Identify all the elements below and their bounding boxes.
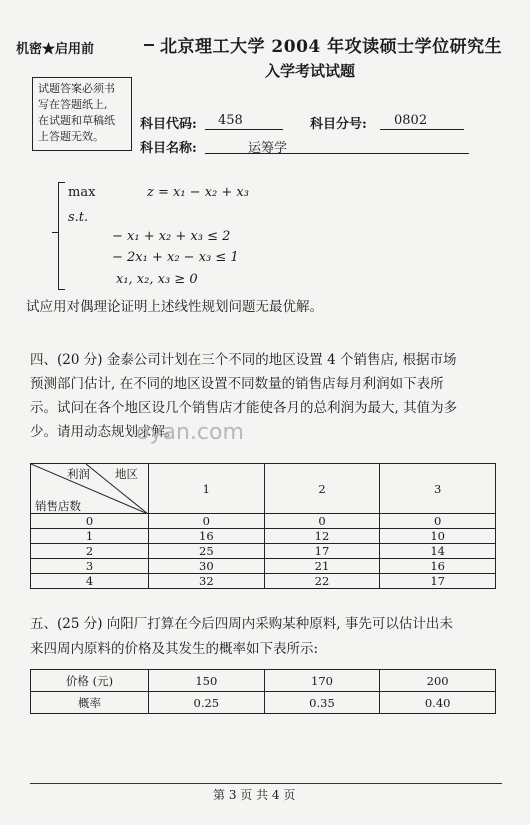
- profit-cell: 14: [380, 544, 496, 559]
- subject-number-label: 科目分号:: [310, 117, 367, 132]
- profit-cell: 32: [149, 574, 265, 589]
- table-row: [31, 529, 496, 544]
- lp-constraint-2: − 2x₁ + x₂ − x₃ ≤ 1: [112, 250, 239, 265]
- q4-line: 示。试问在各个地区设几个销售店才能使各月的总利润为最大, 其值为多: [30, 400, 458, 416]
- probability-row: [31, 692, 496, 714]
- stores-cell: 0: [31, 514, 149, 529]
- profit-cell: 16: [380, 559, 496, 574]
- profit-cell: 16: [149, 529, 265, 544]
- subject-number-value: 0802: [394, 113, 428, 128]
- stores-cell: 4: [31, 574, 149, 589]
- probability-cell: 0.25: [149, 692, 265, 714]
- profit-cell: 0: [264, 514, 380, 529]
- brace-left: [58, 182, 65, 290]
- profit-cell: 0: [149, 514, 265, 529]
- notice-line: 试题答案必须书: [38, 82, 115, 95]
- lp-max: max: [68, 185, 96, 200]
- profit-cell: 22: [264, 574, 380, 589]
- subject-code-label: 科目代码:: [140, 117, 197, 132]
- q4-line: 预测部门估计, 在不同的地区设置不同数量的销售店每月利润如下表所: [30, 376, 444, 392]
- corner-profit-label: 利润: [67, 467, 90, 481]
- exam-title: 北京理工大学 2004 年攻读硕士学位研究生: [160, 37, 503, 57]
- subject-name-underline: [205, 153, 469, 154]
- price-cell: 170: [264, 670, 380, 692]
- profit-cell: 17: [380, 574, 496, 589]
- watermark: oyan.com: [136, 420, 244, 445]
- table-corner-cell: [31, 464, 149, 514]
- footer-rule: [30, 783, 502, 784]
- exam-subtitle: 入学考试试题: [265, 62, 356, 80]
- table-row: [31, 574, 496, 589]
- table-row: [31, 559, 496, 574]
- corner-stores-label: 销售店数: [35, 499, 81, 513]
- subject-code-underline: [205, 129, 283, 130]
- corner-region-label: 地区: [115, 467, 138, 481]
- price-cell: 200: [380, 670, 496, 692]
- subject-number-underline: [380, 129, 464, 130]
- subject-name-label: 科目名称:: [140, 141, 197, 156]
- profit-cell: 0: [380, 514, 496, 529]
- q5-line: 五、(25 分) 向阳厂打算在今后四周内采购某种原料, 事先可以估计出未: [30, 616, 453, 632]
- region-header: 3: [380, 464, 496, 514]
- q5-line: 来四周内原料的价格及其发生的概率如下表所示:: [30, 641, 319, 657]
- page-number: 第 3 页 共 4 页: [213, 788, 296, 802]
- probability-label: 概率: [31, 692, 149, 714]
- lp-objective: z = x₁ − x₂ + x₃: [147, 185, 249, 200]
- stores-cell: 2: [31, 544, 149, 559]
- header-dash: [144, 44, 154, 46]
- price-row: [31, 670, 496, 692]
- lp-constraint-1: − x₁ + x₂ + x₃ ≤ 2: [112, 229, 231, 244]
- profit-cell: 21: [264, 559, 380, 574]
- q4-line: 四、(20 分) 金泰公司计划在三个不同的地区设置 4 个销售店, 根据市场: [30, 352, 457, 368]
- table-row: [31, 544, 496, 559]
- profit-cell: 12: [264, 529, 380, 544]
- price-label: 价格 (元): [31, 670, 149, 692]
- lp-constraint-3: x₁, x₂, x₃ ≥ 0: [116, 272, 198, 287]
- notice-line: 在试题和草稿纸: [38, 114, 115, 127]
- stores-cell: 1: [31, 529, 149, 544]
- profit-table: [30, 463, 496, 589]
- answer-notice-box: [32, 77, 132, 151]
- brace-tick: [52, 232, 58, 233]
- profit-cell: 25: [149, 544, 265, 559]
- profit-cell: 17: [264, 544, 380, 559]
- q4-line: 少。请用动态规划求解。: [30, 424, 179, 440]
- lp-st: s.t.: [68, 210, 89, 225]
- lp-question: 试应用对偶理论证明上述线性规划问题无最优解。: [26, 299, 323, 315]
- price-cell: 150: [149, 670, 265, 692]
- table-row: [31, 514, 496, 529]
- stores-cell: 3: [31, 559, 149, 574]
- region-header: 2: [264, 464, 380, 514]
- probability-cell: 0.40: [380, 692, 496, 714]
- notice-line: 写在答题纸上,: [38, 98, 108, 111]
- notice-line: 上答题无效。: [38, 130, 104, 143]
- price-table: [30, 669, 496, 714]
- profit-cell: 10: [380, 529, 496, 544]
- probability-cell: 0.35: [264, 692, 380, 714]
- subject-name-value: 运筹学: [248, 141, 288, 156]
- profit-cell: 30: [149, 559, 265, 574]
- subject-code-value: 458: [218, 113, 243, 128]
- region-header: 1: [149, 464, 265, 514]
- confidential-label: 机密★启用前: [16, 42, 95, 57]
